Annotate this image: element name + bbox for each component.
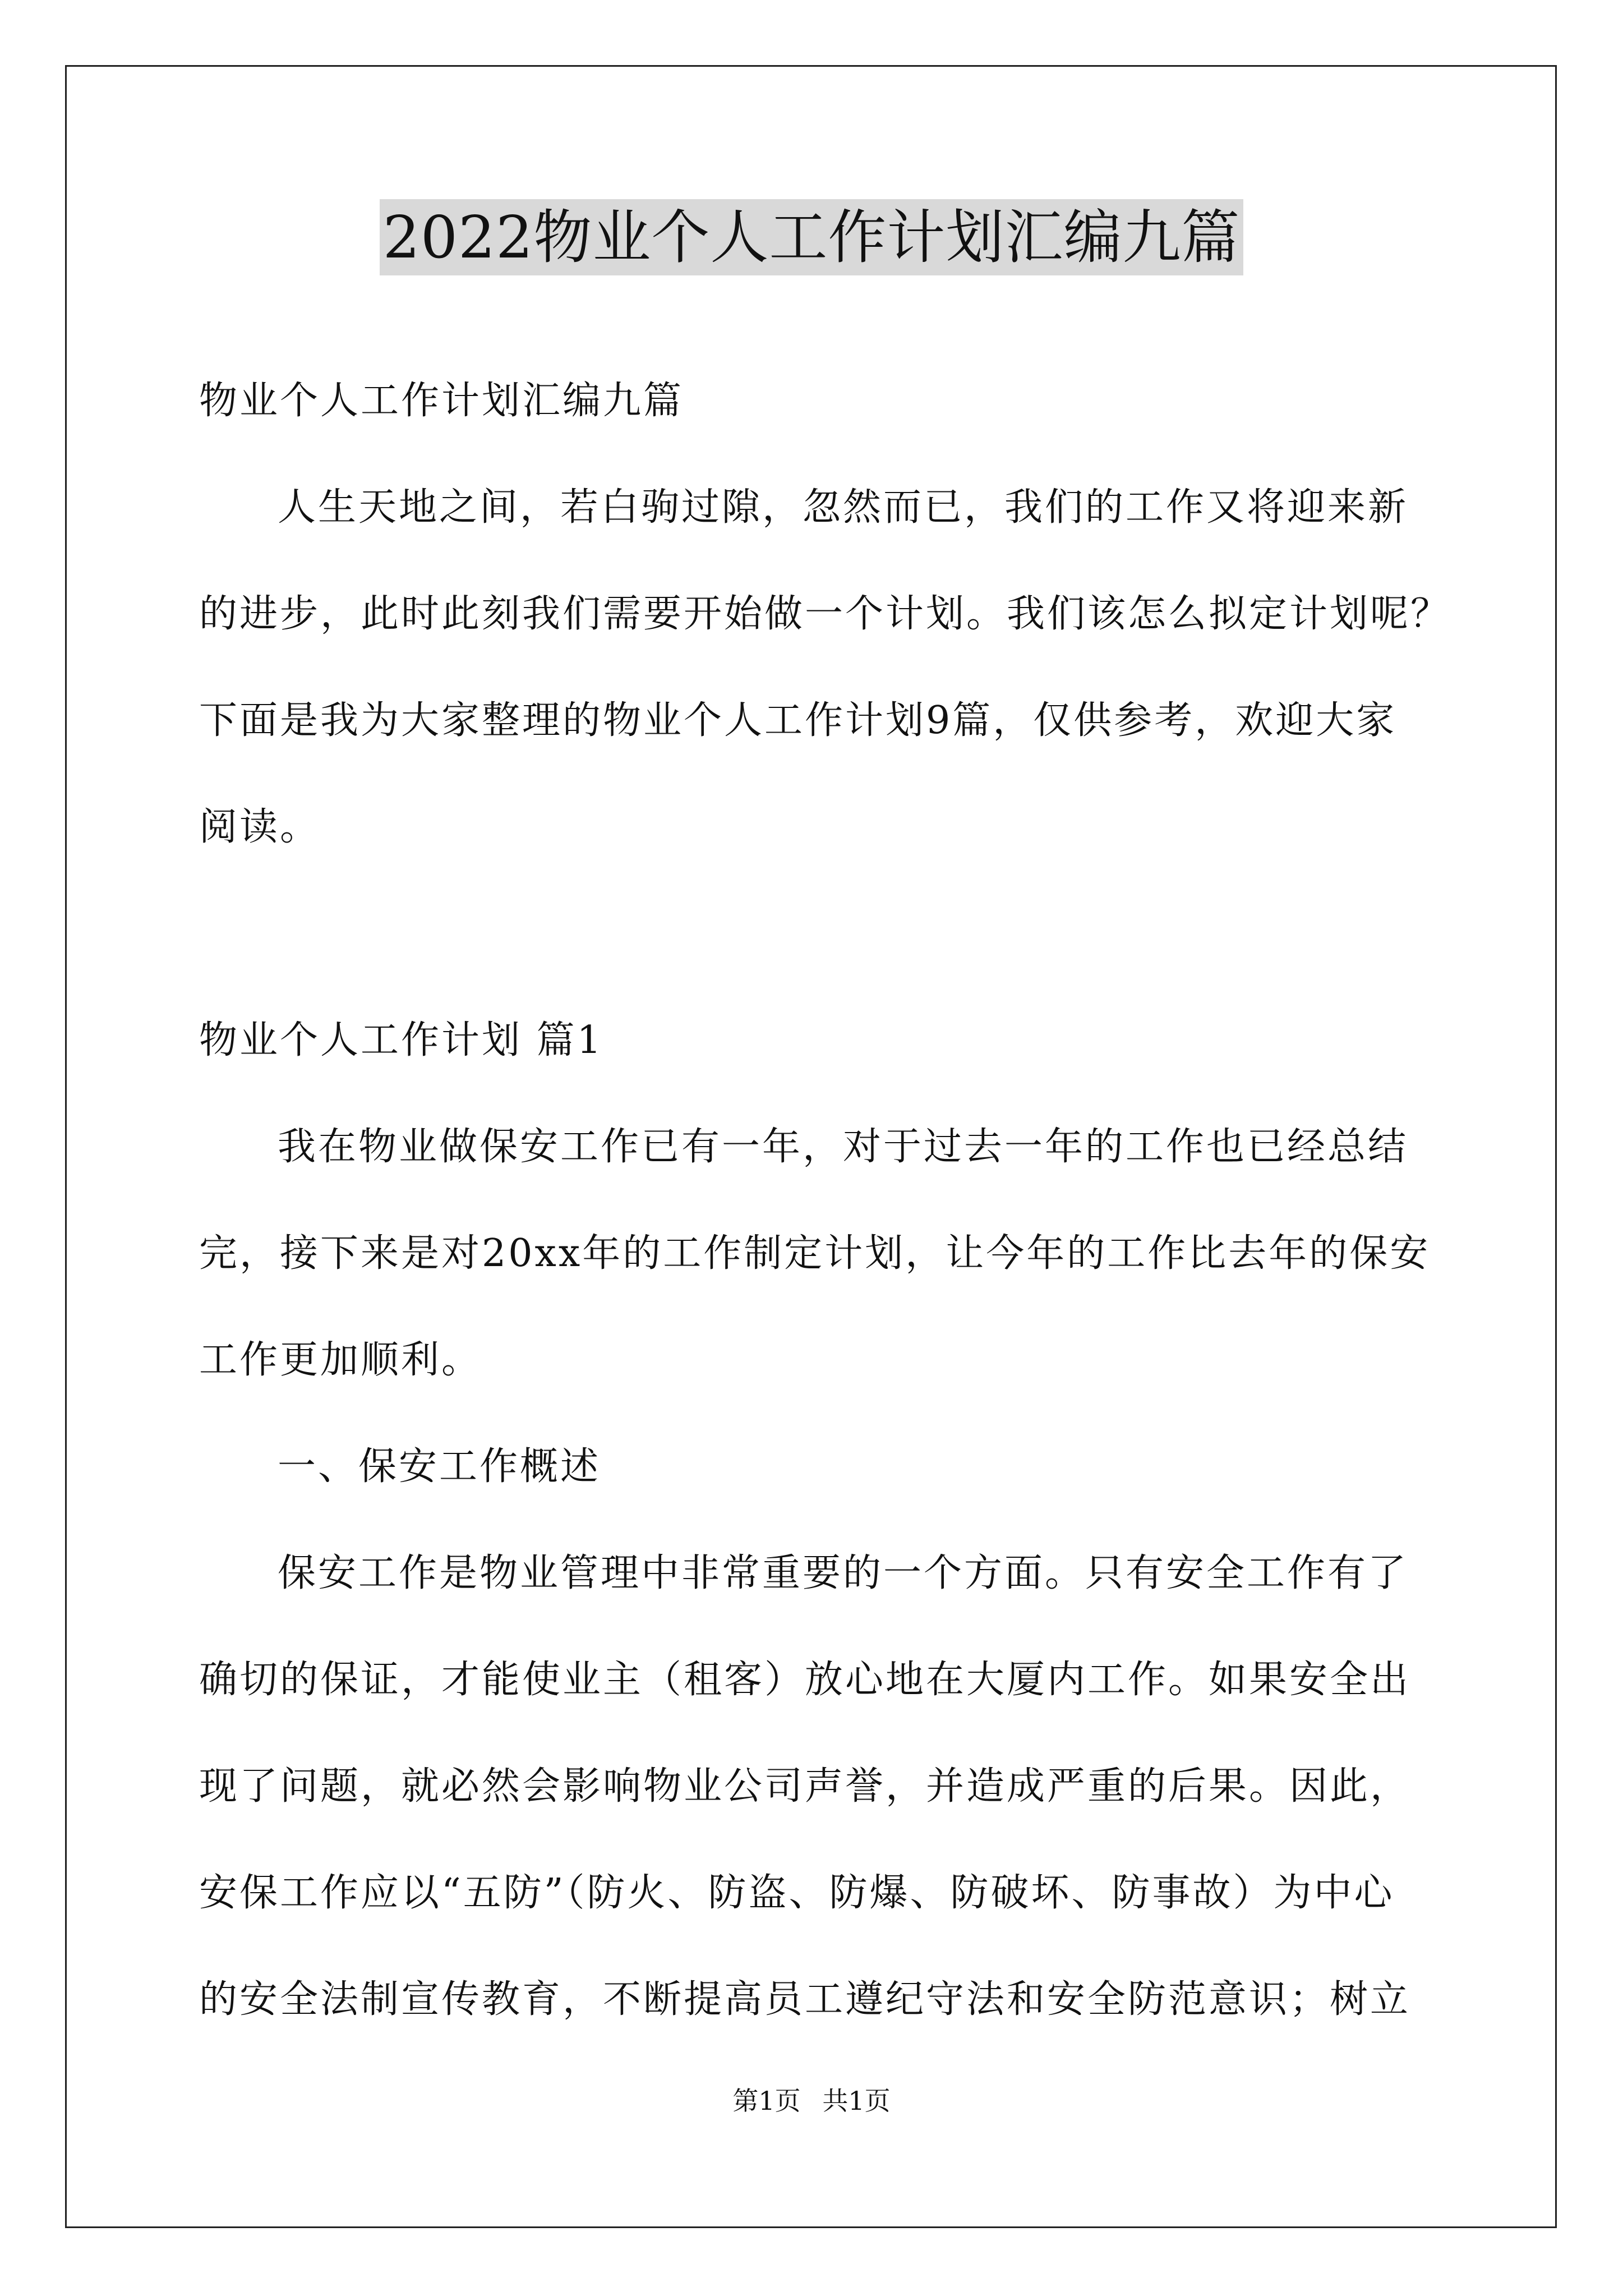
paragraph-line: 完，接下来是对20xx年的工作制定计划，让今年的工作比去年的保安 [199, 1231, 1431, 1276]
paragraph-line: 安保工作应以“五防”（防火、防盗、防爆、防破坏、防事故）为中心 [199, 1871, 1395, 1915]
paragraph-line: 现了问题，就必然会影响物业公司声誉，并造成严重的后果。因此， [199, 1764, 1411, 1809]
paragraph-line: 保安工作是物业管理中非常重要的一个方面。只有安全工作有了 [278, 1551, 1409, 1595]
paragraph-line: 人生天地之间，若白驹过隙，忽然而已，我们的工作又将迎来新 [278, 485, 1409, 530]
title-container [0, 199, 1623, 275]
subtitle-line: 物业个人工作计划汇编九篇 [199, 379, 684, 423]
page-total: 共1页 [822, 2086, 891, 2116]
paragraph-line: 的安全法制宣传教育，不断提高员工遵纪守法和安全防范意识；树立 [199, 1977, 1411, 2022]
blank-line [199, 881, 1427, 987]
paragraph-line: 我在物业做保安工作已有一年，对于过去一年的工作也已经总结 [278, 1125, 1409, 1169]
document-title: 2022物业个人工作计划汇编九篇 [380, 199, 1244, 275]
paragraph-line: 的进步，此时此刻我们需要开始做一个计划。我们该怎么拟定计划呢？ [199, 592, 1451, 636]
document-body [199, 348, 1451, 2053]
paragraph-line: 工作更加顺利。 [199, 1338, 482, 1382]
page-footer [0, 2084, 1623, 2118]
subsection-heading: 一、保安工作概述 [278, 1444, 601, 1489]
paragraph-line: 确切的保证，才能使业主（租客）放心地在大厦内工作。如果安全出 [199, 1658, 1411, 1702]
paragraph-line: 下面是我为大家整理的物业个人工作计划9篇，仅供参考，欢迎大家 [199, 698, 1397, 743]
section-heading: 物业个人工作计划 篇1 [199, 1018, 603, 1062]
paragraph-line: 阅读。 [199, 805, 321, 849]
page-number: 第1页 [732, 2086, 801, 2116]
